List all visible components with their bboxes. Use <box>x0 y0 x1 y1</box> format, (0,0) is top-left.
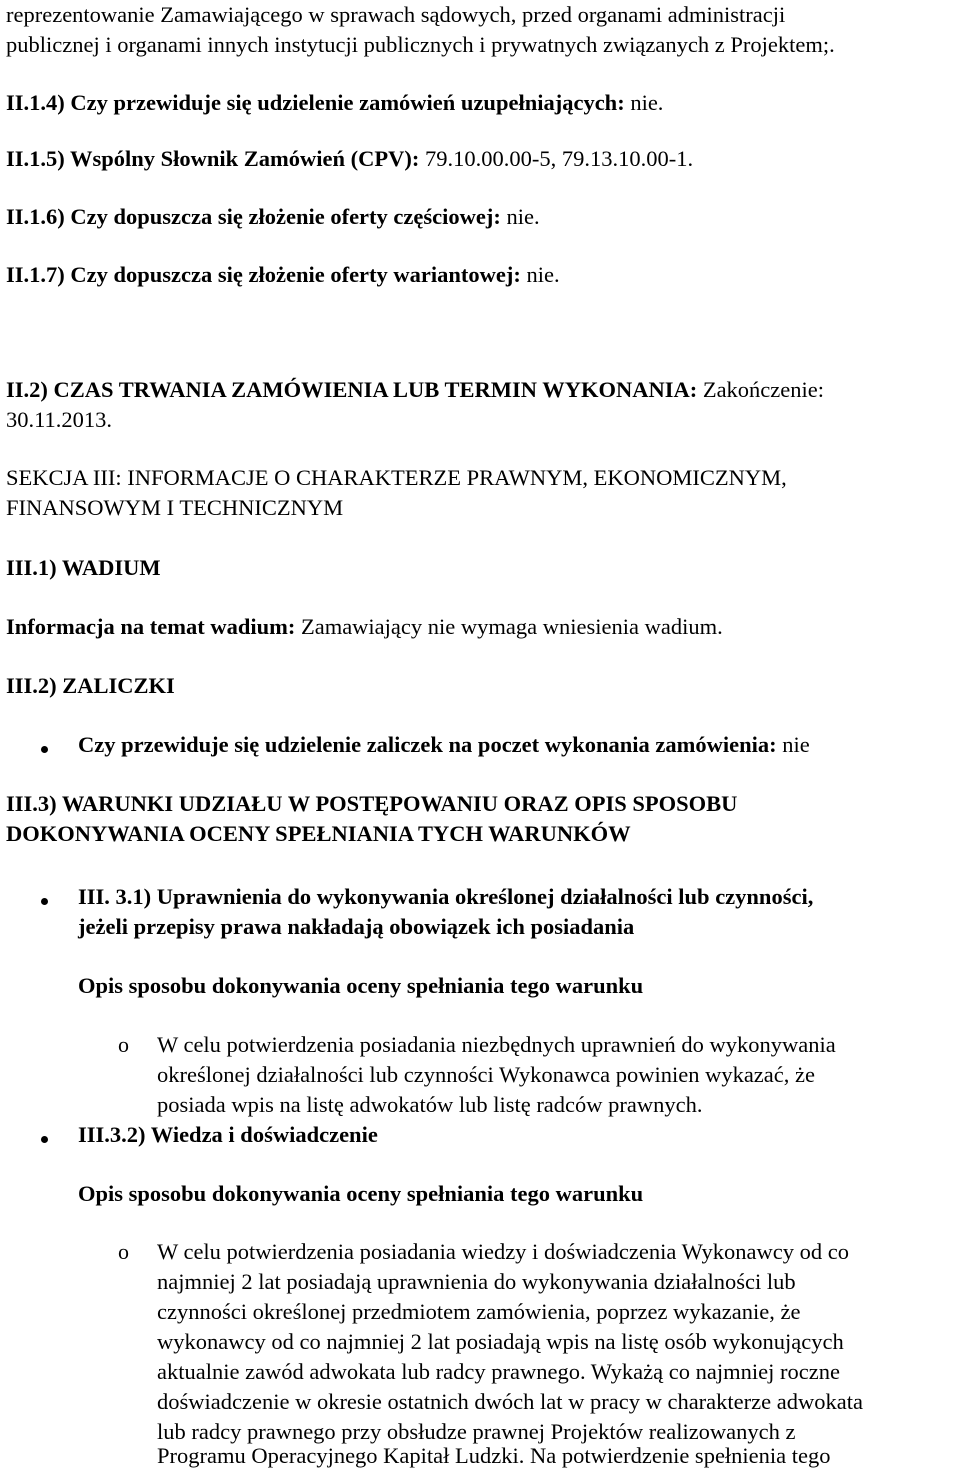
circle-bullet-icon: o <box>118 1032 129 1057</box>
item-ii-2-value-a: Zakończenie: <box>697 377 825 402</box>
item-ii-1-7-label: II.1.7) Czy dopuszcza się złożenie oferty wariantowej: <box>6 262 521 287</box>
section-iii-title-line-2: FINANSOWYM I TECHNICZNYM <box>6 495 344 520</box>
bullet-icon <box>41 898 48 905</box>
item-iii-3-1-opis <box>78 971 920 1001</box>
item-iii-3-1-sub-line-1: W celu potwierdzenia posiadania niezbędnych uprawnień do wykonywania <box>157 1032 836 1057</box>
intro-line-2: publicznej i organami innych instytucji publicznych i prywatnych związanych z Projektem;. <box>6 32 835 57</box>
item-ii-1-5-value: 79.10.00.00-5, 79.13.10.00-1. <box>419 146 694 171</box>
item-iii-3-2-sub-line-5: aktualnie zawód adwokata lub radcy prawnego. Wykażą co najmniej roczne <box>157 1359 840 1384</box>
item-iii-3-1-line-2 <box>78 912 920 942</box>
item-iii-3-2-sub-line-7: lub radcy prawnego przy obsłudze prawnej Projektów realizowanych z <box>157 1419 796 1444</box>
item-ii-1-7 <box>6 260 956 290</box>
item-iii-3-2-sub-line-1: W celu potwierdzenia posiadania wiedzy i doświadczenia Wykonawcy od co <box>157 1239 849 1264</box>
item-ii-1-4-label: II.1.4) Czy przewiduje się udzielenie zamówień uzupełniających: <box>6 90 625 115</box>
zaliczki-bullet <box>78 730 920 760</box>
item-ii-1-5 <box>6 144 956 174</box>
item-ii-1-6-label: II.1.6) Czy dopuszcza się złożenie oferty częściowej: <box>6 204 501 229</box>
zaliczki-bullet-label: Czy przewiduje się udzielenie zaliczek na poczet wykonania zamówienia: <box>78 732 777 757</box>
intro-line-1: reprezentowanie Zamawiającego w sprawach sądowych, przed organami administracji <box>6 2 786 27</box>
heading-iii-3-line-2-text: DOKONYWANIA OCENY SPEŁNIANIA TYCH WARUNKÓW <box>6 821 631 846</box>
item-ii-1-7-value: nie. <box>520 262 560 287</box>
heading-iii-3-line-2 <box>6 819 956 849</box>
wadium-info <box>6 612 956 642</box>
item-iii-3-2-line-1 <box>78 1120 920 1150</box>
item-iii-3-2-sub-line-4: wykonawcy od co najmniej 2 lat posiadają wpis na listę osób wykonujących <box>157 1329 844 1354</box>
item-iii-3-1-sub-line-3: posiada wpis na listę adwokatów lub listę radców prawnych. <box>157 1092 703 1117</box>
zaliczki-bullet-value: nie <box>776 732 810 757</box>
item-ii-1-5-label: II.1.5) Wspólny Słownik Zamówień (CPV): <box>6 146 420 171</box>
item-iii-3-1-line-2-text: jeżeli przepisy prawa nakładają obowiązek ich posiadania <box>78 914 635 939</box>
heading-iii-1-text: III.1) WADIUM <box>6 555 161 580</box>
heading-iii-2 <box>6 671 956 701</box>
wadium-info-label: Informacja na temat wadium: <box>6 614 296 639</box>
section-iii-title-line-1: SEKCJA III: INFORMACJE O CHARAKTERZE PRAWNYM, EKONOMICZNYM, <box>6 465 787 490</box>
heading-iii-1 <box>6 553 956 583</box>
circle-bullet-icon: o <box>118 1239 129 1264</box>
bullet-icon <box>41 746 48 753</box>
heading-iii-3-line-1-text: III.3) WARUNKI UDZIAŁU W POSTĘPOWANIU ORAZ OPIS SPOSOBU <box>6 791 738 816</box>
item-ii-2-label: II.2) CZAS TRWANIA ZAMÓWIENIA LUB TERMIN WYKONANIA: <box>6 377 698 402</box>
heading-iii-2-text: III.2) ZALICZKI <box>6 673 175 698</box>
item-ii-1-4 <box>6 88 956 118</box>
item-iii-3-2-sub-line-3: czynności określonej przedmiotem zamówienia, poprzez wykazanie, że <box>157 1299 801 1324</box>
item-iii-3-1-opis-text: Opis sposobu dokonywania oceny spełniania tego warunku <box>78 973 644 998</box>
wadium-info-value: Zamawiający nie wymaga wniesienia wadium. <box>295 614 723 639</box>
item-ii-1-6 <box>6 202 956 232</box>
item-ii-2 <box>6 375 956 405</box>
item-iii-3-2-line-1-text: III.3.2) Wiedza i doświadczenie <box>78 1122 378 1147</box>
item-iii-3-1-sub-line-2: określonej działalności lub czynności Wykonawca powinien wykazać, że <box>157 1062 815 1087</box>
item-ii-1-6-value: nie. <box>500 204 540 229</box>
item-ii-1-4-value: nie. <box>624 90 664 115</box>
bullet-icon <box>41 1136 48 1143</box>
item-iii-3-2-opis <box>78 1179 920 1209</box>
heading-iii-3-line-1 <box>6 789 956 819</box>
item-iii-3-1-line-1-text: III. 3.1) Uprawnienia do wykonywania określonej działalności lub czynności, <box>78 884 814 909</box>
item-iii-3-2-sub-line-2: najmniej 2 lat posiadają uprawnienia do wykonywania działalności lub <box>157 1269 796 1294</box>
item-iii-3-2-sub-line-8: Programu Operacyjnego Kapitał Ludzki. Na potwierdzenie spełnienia tego <box>157 1443 831 1468</box>
item-ii-2-date: 30.11.2013. <box>6 407 113 432</box>
item-iii-3-2-opis-text: Opis sposobu dokonywania oceny spełniania tego warunku <box>78 1181 644 1206</box>
item-iii-3-1-line-1 <box>78 882 920 912</box>
item-iii-3-2-sub-line-6: doświadczenie w okresie ostatnich dwóch lat w pracy w charakterze adwokata <box>157 1389 863 1414</box>
